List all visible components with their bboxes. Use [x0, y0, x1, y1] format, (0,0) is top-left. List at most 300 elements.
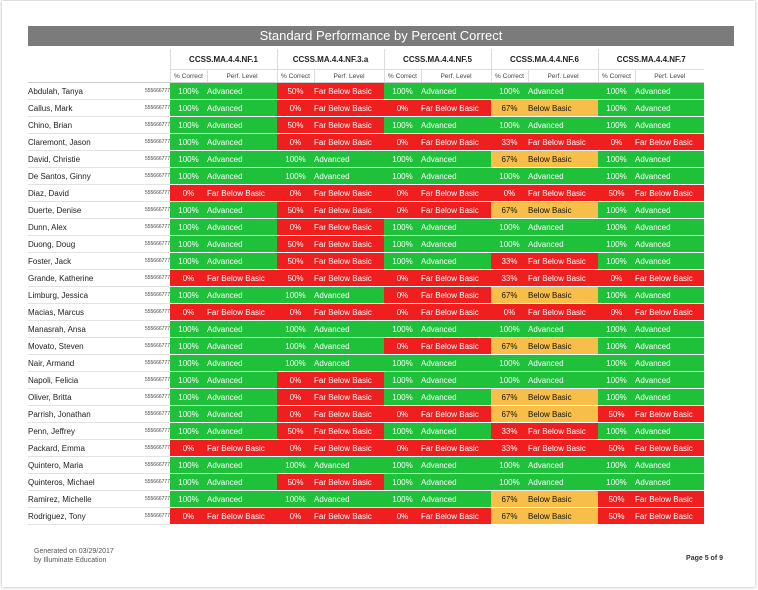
percent-correct-cell: 50%: [277, 253, 314, 270]
percent-correct-cell: 100%: [598, 474, 635, 491]
student-id: 555666777: [132, 491, 170, 508]
percent-correct-cell: 67%: [491, 406, 528, 423]
percent-correct-cell: 100%: [170, 372, 207, 389]
student-name: Claremont, Jason: [28, 134, 132, 151]
perf-level-cell: Advanced: [207, 423, 277, 440]
student-name: Parrish, Jonathan: [28, 406, 132, 423]
perf-level-cell: Advanced: [207, 117, 277, 134]
percent-correct-cell: 67%: [491, 151, 528, 168]
percent-correct-cell: 0%: [384, 406, 421, 423]
percent-correct-cell: 100%: [598, 355, 635, 372]
perf-level-cell: Advanced: [207, 474, 277, 491]
perf-level-cell: Advanced: [421, 389, 491, 406]
percent-correct-cell: 100%: [170, 474, 207, 491]
percent-correct-cell: 100%: [277, 321, 314, 338]
student-id: 555666777: [132, 287, 170, 304]
student-id: 555666777: [132, 474, 170, 491]
perf-level-cell: Far Below Basic: [314, 508, 384, 525]
student-row: [28, 355, 704, 372]
student-id: 555666777: [132, 202, 170, 219]
percent-correct-cell: 0%: [491, 304, 528, 321]
percent-correct-cell: 100%: [384, 372, 421, 389]
perf-level-cell: Advanced: [635, 236, 704, 253]
percent-correct-cell: 100%: [277, 338, 314, 355]
student-name: Oliver, Britta: [28, 389, 132, 406]
student-id: 555666777: [132, 355, 170, 372]
percent-correct-cell: 100%: [491, 355, 528, 372]
perf-level-cell: Far Below Basic: [528, 440, 598, 457]
standard-header: CCSS.MA.4.4.NF.5: [384, 49, 491, 70]
perf-level-cell: Advanced: [528, 83, 598, 100]
perf-level-cell: Advanced: [635, 287, 704, 304]
perf-level-cell: Advanced: [207, 372, 277, 389]
perf-level-cell: Far Below Basic: [314, 440, 384, 457]
student-row: [28, 83, 704, 100]
perf-level-cell: Far Below Basic: [314, 100, 384, 117]
percent-correct-cell: 100%: [384, 474, 421, 491]
perf-level-cell: Advanced: [314, 168, 384, 185]
perf-level-cell: Advanced: [207, 134, 277, 151]
percent-correct-cell: 100%: [598, 219, 635, 236]
student-row: [28, 457, 704, 474]
perf-level-cell: Far Below Basic: [314, 270, 384, 287]
student-id: 555666777: [132, 151, 170, 168]
perf-level-cell: Far Below Basic: [421, 134, 491, 151]
perf-level-cell: Below Basic: [528, 151, 598, 168]
percent-correct-cell: 100%: [170, 253, 207, 270]
percent-correct-cell: 0%: [384, 134, 421, 151]
perf-level-header: Perf. Level: [207, 70, 277, 83]
percent-correct-cell: 100%: [277, 287, 314, 304]
student-row: [28, 270, 704, 287]
perf-level-cell: Far Below Basic: [421, 406, 491, 423]
student-name: Movato, Steven: [28, 338, 132, 355]
percent-correct-cell: 100%: [598, 236, 635, 253]
perf-level-cell: Advanced: [528, 355, 598, 372]
percent-correct-cell: 100%: [170, 236, 207, 253]
student-id: 555666777: [132, 457, 170, 474]
student-row: [28, 168, 704, 185]
percent-correct-cell: 50%: [277, 202, 314, 219]
percent-correct-cell: 100%: [384, 457, 421, 474]
percent-correct-cell: 67%: [491, 287, 528, 304]
perf-level-cell: Advanced: [635, 372, 704, 389]
percent-correct-cell: 0%: [170, 508, 207, 525]
percent-correct-cell: 50%: [598, 185, 635, 202]
perf-level-cell: Advanced: [314, 338, 384, 355]
perf-level-cell: Advanced: [421, 423, 491, 440]
percent-correct-cell: 100%: [598, 253, 635, 270]
percent-correct-cell: 0%: [384, 100, 421, 117]
perf-level-cell: Far Below Basic: [528, 134, 598, 151]
perf-level-cell: Below Basic: [528, 287, 598, 304]
percent-correct-cell: 100%: [277, 168, 314, 185]
perf-level-cell: Advanced: [635, 423, 704, 440]
student-row: [28, 100, 704, 117]
percent-correct-cell: 0%: [170, 304, 207, 321]
student-name: David, Christie: [28, 151, 132, 168]
perf-level-cell: Advanced: [314, 321, 384, 338]
standard-header: CCSS.MA.4.4.NF.3.a: [277, 49, 384, 70]
student-row: [28, 508, 704, 525]
percent-correct-cell: 100%: [491, 457, 528, 474]
perf-level-cell: Far Below Basic: [421, 202, 491, 219]
student-row: [28, 236, 704, 253]
perf-level-cell: Far Below Basic: [207, 440, 277, 457]
perf-level-cell: Far Below Basic: [207, 508, 277, 525]
percent-correct-cell: 50%: [277, 117, 314, 134]
student-row: [28, 202, 704, 219]
student-row: [28, 185, 704, 202]
percent-correct-cell: 100%: [598, 100, 635, 117]
perf-level-cell: Advanced: [528, 219, 598, 236]
perf-level-cell: Advanced: [635, 202, 704, 219]
blank-header: [28, 49, 170, 70]
perf-level-header: Perf. Level: [528, 70, 598, 83]
percent-correct-cell: 0%: [277, 304, 314, 321]
student-name: Quinteros, Michael: [28, 474, 132, 491]
student-name: Nair, Armand: [28, 355, 132, 372]
percent-correct-cell: 50%: [598, 491, 635, 508]
perf-level-cell: Advanced: [314, 457, 384, 474]
percent-correct-cell: 100%: [598, 338, 635, 355]
pct-correct-header: % Correct: [384, 70, 421, 83]
percent-correct-cell: 100%: [384, 168, 421, 185]
percent-correct-cell: 100%: [170, 168, 207, 185]
percent-correct-cell: 67%: [491, 491, 528, 508]
percent-correct-cell: 67%: [491, 100, 528, 117]
pct-correct-header: % Correct: [598, 70, 635, 83]
percent-correct-cell: 0%: [384, 440, 421, 457]
standard-header: CCSS.MA.4.4.NF.6: [491, 49, 598, 70]
percent-correct-cell: 100%: [598, 457, 635, 474]
standard-header: CCSS.MA.4.4.NF.1: [170, 49, 277, 70]
percent-correct-cell: 100%: [598, 372, 635, 389]
percent-correct-cell: 0%: [384, 270, 421, 287]
student-row: [28, 338, 704, 355]
percent-correct-cell: 100%: [170, 423, 207, 440]
student-row: [28, 321, 704, 338]
percent-correct-cell: 100%: [384, 355, 421, 372]
generated-by: by Illuminate Education: [34, 557, 107, 564]
blank-subheader: [28, 70, 170, 83]
percent-correct-cell: 0%: [277, 185, 314, 202]
percent-correct-cell: 0%: [277, 219, 314, 236]
perf-level-header: Perf. Level: [421, 70, 491, 83]
percent-correct-cell: 0%: [277, 389, 314, 406]
perf-level-cell: Below Basic: [528, 508, 598, 525]
student-row: [28, 151, 704, 168]
perf-level-cell: Advanced: [635, 355, 704, 372]
perf-level-cell: Advanced: [207, 151, 277, 168]
perf-level-cell: Far Below Basic: [314, 202, 384, 219]
perf-level-cell: Advanced: [314, 355, 384, 372]
percent-correct-cell: 100%: [277, 355, 314, 372]
percent-correct-cell: 50%: [598, 508, 635, 525]
perf-level-cell: Advanced: [421, 117, 491, 134]
perf-level-cell: Advanced: [207, 83, 277, 100]
perf-level-cell: Far Below Basic: [207, 185, 277, 202]
percent-correct-cell: 50%: [277, 270, 314, 287]
student-row: [28, 406, 704, 423]
student-name: Diaz, David: [28, 185, 132, 202]
student-id: 555666777: [132, 338, 170, 355]
percent-correct-cell: 100%: [598, 389, 635, 406]
perf-level-cell: Advanced: [635, 219, 704, 236]
student-id: 555666777: [132, 423, 170, 440]
perf-level-cell: Far Below Basic: [421, 100, 491, 117]
percent-correct-cell: 100%: [170, 219, 207, 236]
perf-level-cell: Advanced: [207, 491, 277, 508]
perf-level-cell: Advanced: [314, 151, 384, 168]
perf-level-cell: Below Basic: [528, 491, 598, 508]
percent-correct-cell: 50%: [598, 440, 635, 457]
percent-correct-cell: 100%: [384, 151, 421, 168]
perf-level-cell: Far Below Basic: [314, 423, 384, 440]
percent-correct-cell: 100%: [384, 423, 421, 440]
percent-correct-cell: 100%: [384, 389, 421, 406]
perf-level-cell: Far Below Basic: [635, 185, 704, 202]
perf-level-cell: Advanced: [421, 151, 491, 168]
perf-level-cell: Far Below Basic: [528, 185, 598, 202]
student-row: [28, 219, 704, 236]
percent-correct-cell: 100%: [170, 100, 207, 117]
perf-level-cell: Far Below Basic: [421, 304, 491, 321]
perf-level-cell: Far Below Basic: [421, 270, 491, 287]
percent-correct-cell: 33%: [491, 423, 528, 440]
student-row: [28, 287, 704, 304]
student-id: 555666777: [132, 168, 170, 185]
perf-level-cell: Advanced: [207, 287, 277, 304]
percent-correct-cell: 100%: [491, 219, 528, 236]
perf-level-cell: Advanced: [207, 100, 277, 117]
student-id: 555666777: [132, 100, 170, 117]
perf-level-cell: Far Below Basic: [314, 389, 384, 406]
perf-level-cell: Advanced: [635, 253, 704, 270]
perf-level-cell: Advanced: [421, 355, 491, 372]
percent-correct-cell: 100%: [598, 117, 635, 134]
student-id: 555666777: [132, 253, 170, 270]
student-id: 555666777: [132, 304, 170, 321]
percent-correct-cell: 100%: [491, 321, 528, 338]
percent-correct-cell: 0%: [598, 270, 635, 287]
perf-level-cell: Advanced: [421, 474, 491, 491]
percent-correct-cell: 100%: [170, 83, 207, 100]
perf-level-cell: Far Below Basic: [635, 406, 704, 423]
percent-correct-cell: 100%: [598, 423, 635, 440]
student-name: Napoli, Felicia: [28, 372, 132, 389]
percent-correct-cell: 100%: [277, 151, 314, 168]
percent-correct-cell: 100%: [384, 236, 421, 253]
percent-correct-cell: 100%: [384, 83, 421, 100]
perf-level-cell: Advanced: [421, 83, 491, 100]
perf-level-cell: Far Below Basic: [528, 304, 598, 321]
perf-level-cell: Advanced: [207, 321, 277, 338]
standard-header: CCSS.MA.4.4.NF.7: [598, 49, 704, 70]
perf-level-cell: Advanced: [635, 117, 704, 134]
percent-correct-cell: 100%: [170, 338, 207, 355]
perf-level-cell: Far Below Basic: [528, 253, 598, 270]
perf-level-cell: Advanced: [207, 457, 277, 474]
student-name: Duong, Doug: [28, 236, 132, 253]
student-row: [28, 491, 704, 508]
perf-level-cell: Far Below Basic: [314, 304, 384, 321]
footer-generated: [34, 547, 114, 565]
perf-level-cell: Below Basic: [528, 406, 598, 423]
student-name: Chino, Brian: [28, 117, 132, 134]
percent-correct-cell: 33%: [491, 253, 528, 270]
percent-correct-cell: 0%: [170, 440, 207, 457]
perf-level-cell: Below Basic: [528, 338, 598, 355]
perf-level-cell: Far Below Basic: [635, 440, 704, 457]
perf-level-cell: Advanced: [421, 321, 491, 338]
percent-correct-cell: 100%: [491, 372, 528, 389]
perf-level-cell: Advanced: [528, 372, 598, 389]
student-row: [28, 253, 704, 270]
percent-correct-cell: 0%: [598, 134, 635, 151]
perf-level-cell: Far Below Basic: [314, 236, 384, 253]
percent-correct-cell: 50%: [277, 83, 314, 100]
student-name: Abdulah, Tanya: [28, 83, 132, 100]
perf-level-cell: Far Below Basic: [528, 423, 598, 440]
student-name: Callus, Mark: [28, 100, 132, 117]
perf-level-cell: Far Below Basic: [635, 508, 704, 525]
student-name: Grande, Katherine: [28, 270, 132, 287]
perf-level-cell: Far Below Basic: [528, 270, 598, 287]
perf-level-cell: Advanced: [421, 236, 491, 253]
percent-correct-cell: 100%: [384, 253, 421, 270]
pct-correct-header: % Correct: [277, 70, 314, 83]
perf-level-cell: Far Below Basic: [421, 338, 491, 355]
perf-level-cell: Advanced: [207, 338, 277, 355]
perf-level-cell: Advanced: [207, 253, 277, 270]
percent-correct-cell: 100%: [170, 491, 207, 508]
percent-correct-cell: 100%: [598, 321, 635, 338]
student-id: 555666777: [132, 134, 170, 151]
perf-level-cell: Advanced: [635, 389, 704, 406]
student-row: [28, 423, 704, 440]
percent-correct-cell: 0%: [170, 270, 207, 287]
perf-level-cell: Advanced: [635, 474, 704, 491]
perf-level-cell: Far Below Basic: [207, 304, 277, 321]
student-id: 555666777: [132, 83, 170, 100]
student-id: 555666777: [132, 508, 170, 525]
percent-correct-cell: 0%: [384, 508, 421, 525]
perf-level-cell: Far Below Basic: [207, 270, 277, 287]
percent-correct-cell: 100%: [170, 151, 207, 168]
percent-correct-cell: 100%: [384, 491, 421, 508]
percent-correct-cell: 100%: [170, 321, 207, 338]
perf-level-cell: Advanced: [314, 287, 384, 304]
student-row: [28, 117, 704, 134]
standards-header-row: [28, 49, 704, 70]
page-number: Page 5 of 9: [686, 555, 723, 562]
perf-level-cell: Advanced: [207, 389, 277, 406]
student-name: Manasrah, Ansa: [28, 321, 132, 338]
perf-level-cell: Advanced: [635, 83, 704, 100]
perf-level-cell: Far Below Basic: [635, 491, 704, 508]
percent-correct-cell: 0%: [277, 508, 314, 525]
perf-level-cell: Advanced: [207, 236, 277, 253]
percent-correct-cell: 50%: [277, 474, 314, 491]
perf-level-cell: Advanced: [314, 491, 384, 508]
percent-correct-cell: 67%: [491, 508, 528, 525]
student-row: [28, 372, 704, 389]
student-name: Macias, Marcus: [28, 304, 132, 321]
student-row: [28, 389, 704, 406]
student-name: Penn, Jeffrey: [28, 423, 132, 440]
perf-level-cell: Far Below Basic: [421, 287, 491, 304]
percent-correct-cell: 100%: [598, 287, 635, 304]
perf-level-cell: Advanced: [528, 236, 598, 253]
perf-level-cell: Advanced: [528, 168, 598, 185]
perf-level-cell: Advanced: [207, 219, 277, 236]
perf-level-cell: Far Below Basic: [314, 474, 384, 491]
percent-correct-cell: 100%: [384, 321, 421, 338]
percent-correct-cell: 100%: [491, 168, 528, 185]
student-row: [28, 304, 704, 321]
perf-level-cell: Advanced: [207, 406, 277, 423]
percent-correct-cell: 0%: [277, 134, 314, 151]
percent-correct-cell: 0%: [277, 372, 314, 389]
percent-correct-cell: 0%: [598, 304, 635, 321]
perf-level-cell: Advanced: [421, 219, 491, 236]
percent-correct-cell: 100%: [384, 219, 421, 236]
percent-correct-cell: 100%: [491, 474, 528, 491]
percent-correct-cell: 0%: [384, 202, 421, 219]
perf-level-cell: Advanced: [421, 168, 491, 185]
perf-level-cell: Far Below Basic: [314, 219, 384, 236]
percent-correct-cell: 50%: [598, 406, 635, 423]
percent-correct-cell: 100%: [277, 457, 314, 474]
report-title: Standard Performance by Percent Correct: [28, 26, 734, 46]
percent-correct-cell: 67%: [491, 202, 528, 219]
percent-correct-cell: 100%: [170, 287, 207, 304]
percent-correct-cell: 100%: [170, 134, 207, 151]
perf-level-cell: Far Below Basic: [314, 117, 384, 134]
perf-level-cell: Far Below Basic: [314, 83, 384, 100]
student-id: 555666777: [132, 440, 170, 457]
report-page: [2, 1, 755, 587]
perf-level-cell: Advanced: [207, 202, 277, 219]
percent-correct-cell: 100%: [598, 168, 635, 185]
perf-level-cell: Far Below Basic: [314, 134, 384, 151]
percent-correct-cell: 100%: [491, 236, 528, 253]
perf-level-header: Perf. Level: [635, 70, 704, 83]
percent-correct-cell: 33%: [491, 440, 528, 457]
perf-level-cell: Advanced: [421, 457, 491, 474]
perf-level-cell: Far Below Basic: [314, 406, 384, 423]
percent-correct-cell: 33%: [491, 134, 528, 151]
pct-correct-header: % Correct: [491, 70, 528, 83]
student-id: 555666777: [132, 117, 170, 134]
percent-correct-cell: 67%: [491, 338, 528, 355]
perf-level-cell: Far Below Basic: [421, 508, 491, 525]
student-id: 555666777: [132, 321, 170, 338]
subheader-row: [28, 70, 704, 83]
perf-level-cell: Far Below Basic: [421, 185, 491, 202]
perf-level-cell: Far Below Basic: [635, 270, 704, 287]
perf-level-cell: Advanced: [635, 151, 704, 168]
student-id: 555666777: [132, 372, 170, 389]
perf-level-cell: Below Basic: [528, 202, 598, 219]
student-name: Quintero, Maria: [28, 457, 132, 474]
perf-level-cell: Advanced: [635, 100, 704, 117]
percent-correct-cell: 67%: [491, 389, 528, 406]
percent-correct-cell: 100%: [170, 457, 207, 474]
percent-correct-cell: 100%: [598, 202, 635, 219]
percent-correct-cell: 0%: [384, 287, 421, 304]
